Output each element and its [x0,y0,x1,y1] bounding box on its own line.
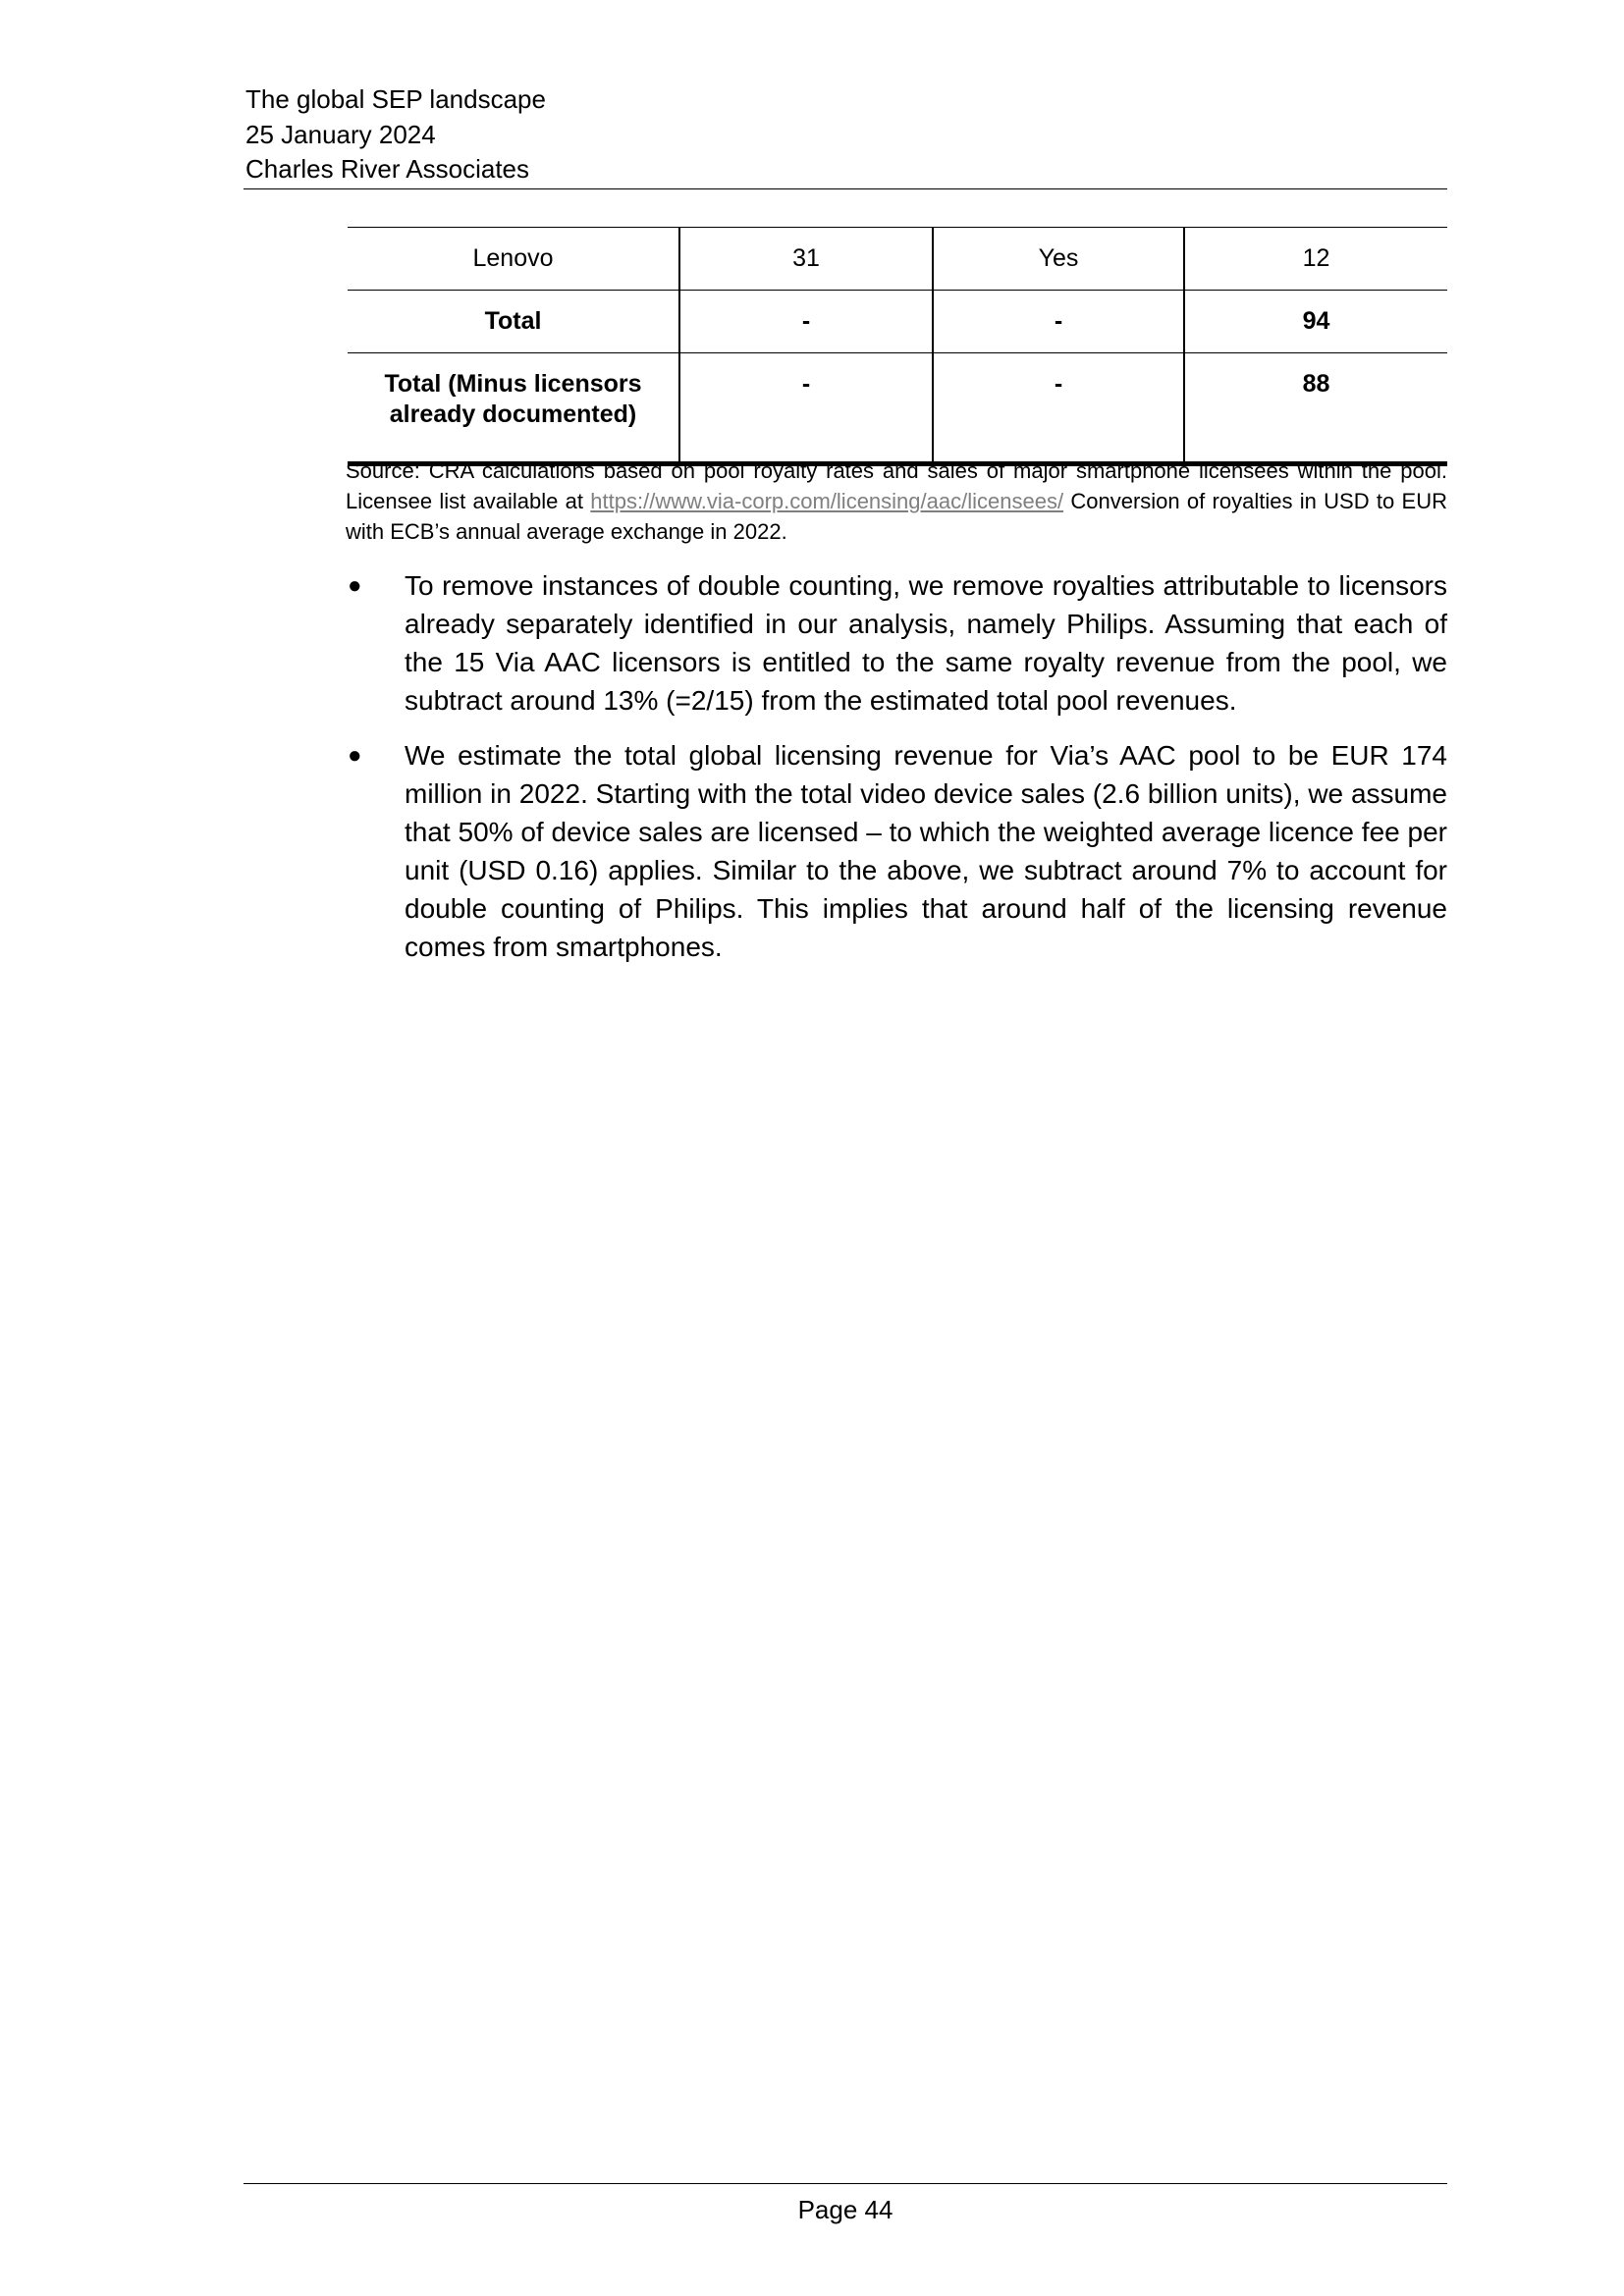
bullet-icon: ● [348,742,362,769]
document-header [245,82,546,187]
table-row [348,228,1447,291]
table-cell: 94 [1184,291,1447,353]
table-row-total-minus-licensors [348,353,1447,464]
list-item [346,566,1447,720]
table-cell: Lenovo [348,228,679,291]
header-organization: Charles River Associates [245,154,529,184]
bullet-text: We estimate the total global licensing revenue for Via’s AAC pool to be EUR 174 million in 2022. Starting with the total video device sales (2.6 billion units), we assume that 50% of device sales are licensed – to which the weighted average licence fee per unit (USD 0.16) applies. Similar to the above, we subtract around 7% to account for double counting of Philips. This implies that around half of the licensing revenue comes from smartphones. [405,740,1447,962]
table-cell: - [933,353,1184,464]
footer-divider [244,2183,1447,2184]
page-number: Page 44 [797,2195,893,2224]
table-cell: 88 [1184,353,1447,464]
licensee-list-link[interactable]: https://www.via-corp.com/licensing/aac/licensees/ [590,489,1064,513]
list-item [346,736,1447,966]
header-date: 25 January 2024 [245,119,436,149]
table-cell: Total [348,291,679,353]
table-row-total [348,291,1447,353]
header-divider [244,188,1447,189]
table-cell: Total (Minus licensors already documented) [348,353,679,464]
bullet-text: To remove instances of double counting, we remove royalties attributable to licensors already separately identified in our analysis, namely Philips. Assuming that each of the 15 Via AAC licensors is entitled to the same royalty revenue from the pool, we subtract around 13% (=2/15) from the estimated total pool revenues. [405,570,1447,716]
table-cell: - [679,353,933,464]
table-cell: - [933,291,1184,353]
table-cell: Yes [933,228,1184,291]
header-report-title: The global SEP landscape [245,84,546,114]
bullet-list [346,566,1447,983]
royalty-table [348,227,1447,466]
bullet-icon: ● [348,572,362,599]
table-cell: - [679,291,933,353]
table-cell: 31 [679,228,933,291]
table-source-note [346,455,1447,547]
table-cell: 12 [1184,228,1447,291]
source-text-continued: Conversion of royalties in USD to EUR with ECB’s annual average exchange in 2022. [346,489,1447,544]
source-text: Source: CRA calculations based on pool royalty rates and sales of major smartphone licensees within the pool. Licensee list available at [346,458,1447,513]
